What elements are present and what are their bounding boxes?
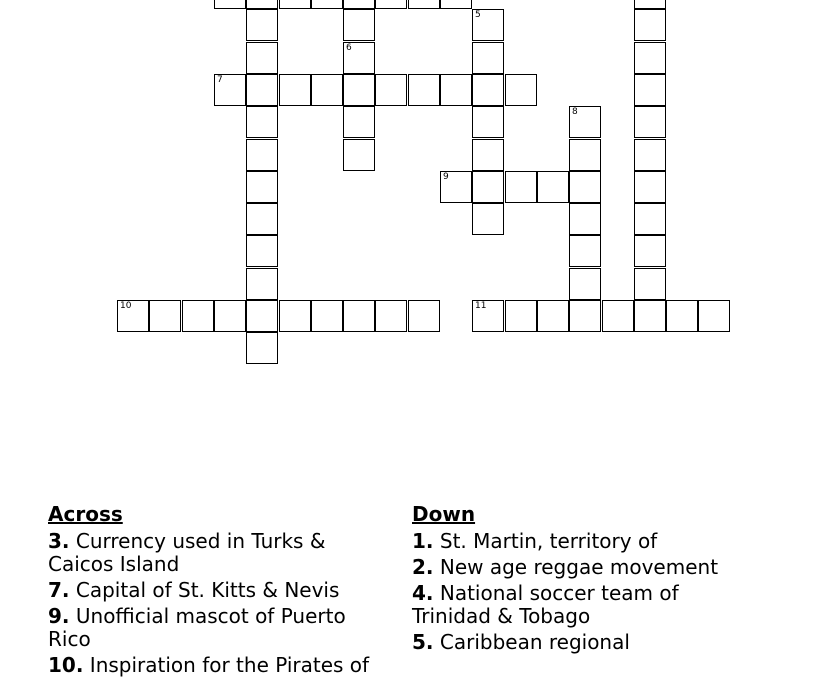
grid-cell[interactable] (569, 300, 601, 332)
grid-cell[interactable] (408, 0, 440, 9)
grid-cell[interactable] (537, 171, 569, 203)
grid-cell[interactable] (408, 300, 440, 332)
clue-number: 5. (412, 630, 434, 654)
grid-cell[interactable] (472, 74, 504, 106)
grid-cell[interactable] (569, 235, 601, 267)
grid-cell[interactable] (472, 300, 504, 332)
clue-number: 10. (48, 653, 84, 677)
cell-number: 7 (217, 75, 223, 85)
grid-cell[interactable] (246, 332, 278, 364)
down-clues (412, 503, 742, 657)
clue-text: Currency used in Turks & Caicos Island (48, 529, 326, 576)
grid-cell[interactable] (440, 0, 472, 9)
clue-number: 9. (48, 604, 70, 628)
grid-cell[interactable] (375, 0, 407, 9)
grid-cell[interactable] (634, 300, 666, 332)
grid-cell[interactable] (634, 0, 666, 9)
grid-cell[interactable] (505, 74, 537, 106)
clue-text: National soccer team of Trinidad & Tobago (412, 581, 679, 628)
clue-number: 2. (412, 555, 434, 579)
grid-cell[interactable] (537, 300, 569, 332)
grid-cell[interactable] (246, 300, 278, 332)
grid-cell[interactable] (569, 203, 601, 235)
grid-cell[interactable] (569, 171, 601, 203)
grid-cell[interactable] (634, 171, 666, 203)
down-clue-1[interactable] (412, 530, 742, 553)
grid-cell[interactable] (698, 300, 730, 332)
clue-number: 7. (48, 578, 70, 602)
cell-number: 10 (120, 301, 132, 311)
grid-cell[interactable] (375, 74, 407, 106)
across-clue-10[interactable] (48, 654, 393, 677)
grid-cell[interactable] (246, 74, 278, 106)
grid-cell[interactable] (634, 139, 666, 171)
grid-cell[interactable] (634, 9, 666, 41)
grid-cell[interactable] (246, 106, 278, 138)
grid-cell[interactable] (440, 74, 472, 106)
grid-cell[interactable] (634, 235, 666, 267)
grid-cell[interactable] (246, 139, 278, 171)
grid-cell[interactable] (569, 139, 601, 171)
grid-cell[interactable] (149, 300, 181, 332)
grid-cell[interactable] (505, 300, 537, 332)
cell-number: 8 (572, 107, 578, 117)
grid-cell[interactable] (279, 0, 311, 9)
clue-text: New age reggae movement (439, 555, 719, 579)
clue-text: Unofficial mascot of Puerto Rico (48, 604, 346, 651)
grid-cell[interactable] (343, 106, 375, 138)
grid-cell[interactable] (472, 203, 504, 235)
grid-cell[interactable] (343, 74, 375, 106)
grid-cell[interactable] (343, 42, 375, 74)
cell-number: 6 (346, 43, 352, 53)
grid-cell[interactable] (472, 106, 504, 138)
down-clue-5[interactable] (412, 631, 742, 654)
grid-cell[interactable] (343, 0, 375, 9)
grid-cell[interactable] (602, 300, 634, 332)
grid-cell[interactable] (666, 300, 698, 332)
grid-cell[interactable] (279, 74, 311, 106)
grid-cell[interactable] (343, 300, 375, 332)
grid-cell[interactable] (246, 268, 278, 300)
across-clue-7[interactable] (48, 579, 393, 602)
clue-number: 3. (48, 529, 70, 553)
grid-cell[interactable] (569, 106, 601, 138)
grid-cell[interactable] (343, 139, 375, 171)
grid-cell[interactable] (472, 171, 504, 203)
grid-cell[interactable] (214, 74, 246, 106)
down-clue-2[interactable] (412, 556, 742, 579)
grid-cell[interactable] (634, 106, 666, 138)
grid-cell[interactable] (472, 9, 504, 41)
grid-cell[interactable] (311, 0, 343, 9)
grid-cell[interactable] (505, 171, 537, 203)
clue-number: 4. (412, 581, 434, 605)
grid-cell[interactable] (246, 9, 278, 41)
grid-cell[interactable] (634, 203, 666, 235)
grid-cell[interactable] (246, 235, 278, 267)
clue-text: Capital of St. Kitts & Nevis (75, 578, 340, 602)
grid-cell[interactable] (214, 300, 246, 332)
grid-cell[interactable] (117, 300, 149, 332)
grid-cell[interactable] (214, 0, 246, 9)
cell-number: 9 (443, 172, 449, 182)
cell-number: 5 (475, 10, 481, 20)
grid-cell[interactable] (472, 42, 504, 74)
cell-number: 11 (475, 301, 487, 311)
grid-cell[interactable] (569, 268, 601, 300)
grid-cell[interactable] (343, 9, 375, 41)
across-clues (48, 503, 393, 680)
grid-cell[interactable] (311, 74, 343, 106)
down-heading: Down (412, 502, 476, 526)
across-clue-3[interactable] (48, 530, 393, 576)
grid-cell[interactable] (246, 203, 278, 235)
across-clue-9[interactable] (48, 605, 393, 651)
down-clue-4[interactable] (412, 582, 742, 628)
grid-cell[interactable] (634, 268, 666, 300)
grid-cell[interactable] (472, 139, 504, 171)
clue-number: 1. (412, 529, 434, 553)
grid-cell[interactable] (408, 74, 440, 106)
grid-cell[interactable] (279, 300, 311, 332)
grid-cell[interactable] (311, 300, 343, 332)
grid-cell[interactable] (634, 42, 666, 74)
grid-cell[interactable] (375, 300, 407, 332)
grid-cell[interactable] (440, 171, 472, 203)
grid-cell[interactable] (246, 42, 278, 74)
across-heading: Across (48, 502, 123, 526)
clue-text: St. Martin, territory of (439, 529, 658, 553)
clue-text: Caribbean regional (439, 630, 630, 654)
clue-text: Inspiration for the Pirates of (89, 653, 370, 677)
grid-cell[interactable] (246, 171, 278, 203)
grid-cell[interactable] (634, 74, 666, 106)
grid-cell[interactable] (182, 300, 214, 332)
grid-cell[interactable] (246, 0, 278, 9)
